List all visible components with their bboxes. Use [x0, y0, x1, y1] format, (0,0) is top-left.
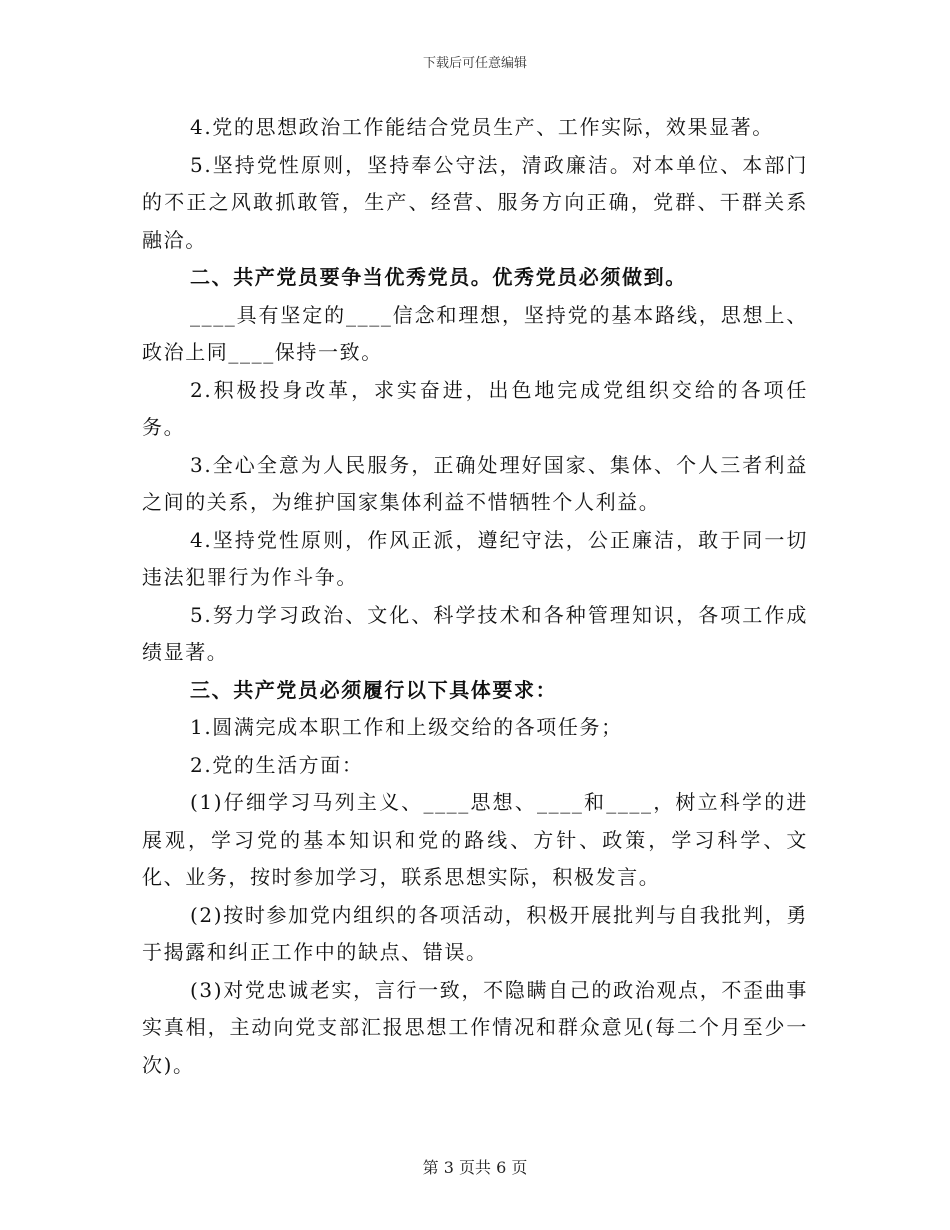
- paragraph: 3.全心全意为人民服务，正确处理好国家、集体、个人三者利益之间的关系，为维护国家集体利益不惜牺牲个人利益。: [142, 452, 808, 514]
- paragraph: 5.努力学习政治、文化、科学技术和各种管理知识，各项工作成绩显著。: [142, 602, 808, 664]
- page-header: 下载后可任意编辑: [422, 56, 527, 71]
- section-heading: 二、共产党员要争当优秀党员。优秀党员必须做到。: [190, 265, 687, 289]
- section-heading: 三、共产党员必须履行以下具体要求：: [190, 677, 558, 702]
- paragraph: 5.坚持党性原则，坚持奉公守法，清政廉洁。对本单位、本部门的不正之风敢抓敢管，生产、经营、服务方向正确，党群、干群关系融洽。: [142, 152, 808, 252]
- paragraph: 2.党的生活方面：: [190, 752, 364, 777]
- paragraph: 4.党的思想政治工作能结合党员生产、工作实际，效果显著。: [190, 115, 774, 139]
- paragraph: ____具有坚定的____信念和理想，坚持党的基本路线，思想上、政治上同____保持一致。: [142, 302, 808, 364]
- paragraph: (1)仔细学习马列主义、____思想、____和____，树立科学的进展观，学习党的基本知识和党的路线、方针、政策，学习科学、文化、业务，按时参加学习，联系思想实际，积极发言。: [142, 790, 808, 889]
- document-body: [142, 109, 808, 1084]
- paragraph: 4.坚持党性原则，作风正派，遵纪守法，公正廉洁，敢于同一切违法犯罪行为作斗争。: [142, 527, 808, 589]
- paragraph: 1.圆满完成本职工作和上级交给的各项任务；: [190, 715, 623, 739]
- paragraph: (2)按时参加党内组织的各项活动，积极开展批判与自我批判，勇于揭露和纠正工作中的缺点、错误。: [142, 902, 808, 964]
- paragraph: 2.积极投身改革，求实奋进，出色地完成党组织交给的各项任务。: [142, 377, 808, 439]
- page-number: 第 3 页共 6 页: [422, 1158, 528, 1177]
- paragraph: (3)对党忠诚老实，言行一致，不隐瞒自己的政治观点，不歪曲事实真相，主动向党支部汇报思想工作情况和群众意见(每二个月至少一次)。: [142, 977, 808, 1077]
